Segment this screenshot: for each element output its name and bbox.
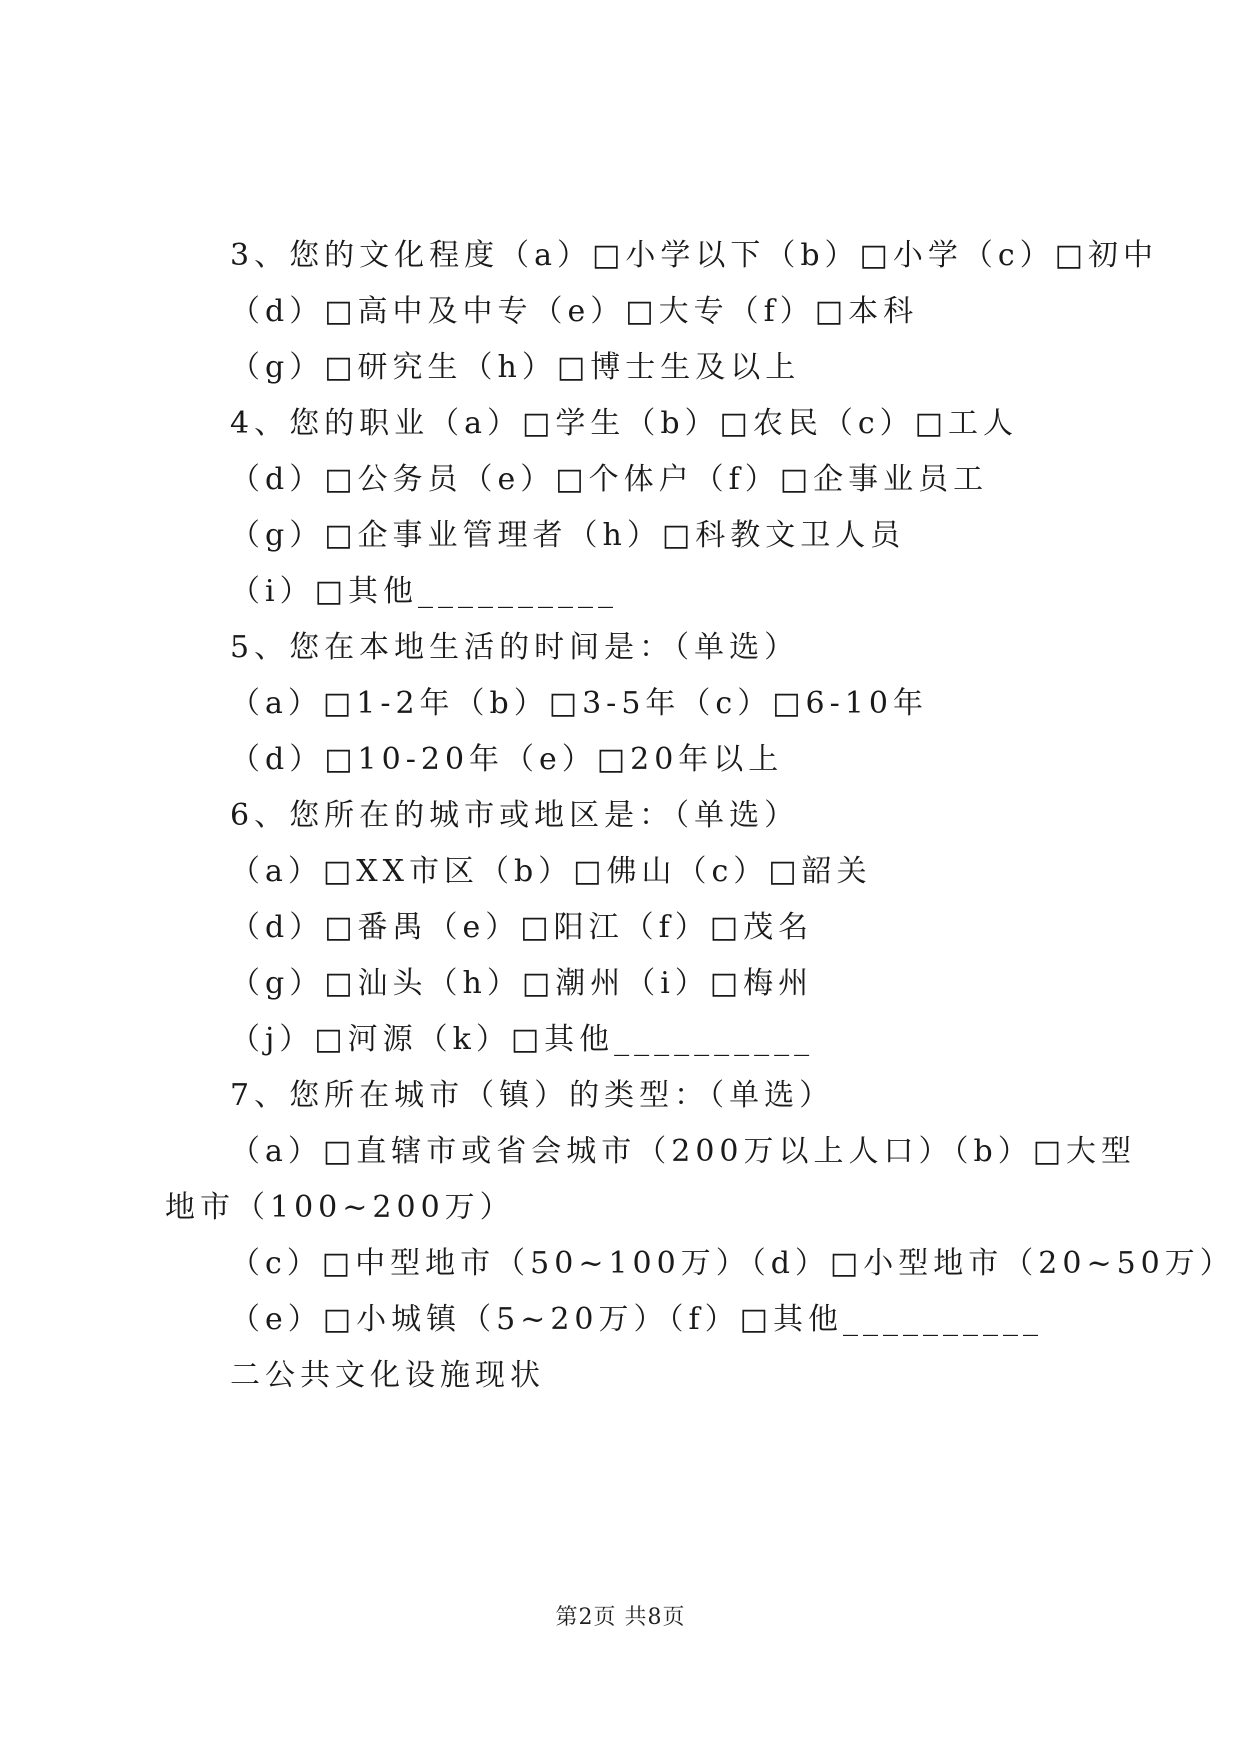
question-7-line-3: 地市（100~200万） [165, 1190, 515, 1225]
question-4-line-1: 4、您的职业（a）□学生（b）□农民（c）□工人 [230, 406, 1019, 441]
question-6-line-2: （a）□XX市区（b）□佛山（c）□韶关 [230, 854, 872, 889]
question-4-line-4: （i）□其他__________ [230, 574, 618, 609]
question-7-line-2: （a）□直辖市或省会城市（200万以上人口）（b）□大型 [230, 1134, 1137, 1169]
question-5-line-1: 5、您在本地生活的时间是：（单选） [230, 630, 800, 665]
question-4-line-2: （d）□公务员（e）□个体户（f）□企事业员工 [230, 462, 989, 497]
question-3-line-3: （g）□研究生（h）□博士生及以上 [230, 350, 801, 385]
question-5-line-3: （d）□10-20年（e）□20年以上 [230, 742, 784, 777]
question-7-line-5: （e）□小城镇（5~20万）（f）□其他__________ [230, 1302, 1043, 1337]
question-6-line-1: 6、您所在的城市或地区是：（单选） [230, 798, 800, 833]
question-3-line-2: （d）□高中及中专（e）□大专（f）□本科 [230, 294, 919, 329]
section-heading: 二公共文化设施现状 [230, 1358, 545, 1393]
question-7-line-4: （c）□中型地市（50~100万）（d）□小型地市（20~50万） [230, 1246, 1235, 1281]
question-5-line-2: （a）□1-2年（b）□3-5年（c）□6-10年 [230, 686, 928, 721]
question-3-line-1: 3、您的文化程度（a）□小学以下（b）□小学（c）□初中 [230, 238, 1159, 273]
question-7-line-1: 7、您所在城市（镇）的类型：（单选） [230, 1078, 835, 1113]
page-number-footer: 第2页 共8页 [555, 1605, 686, 1630]
question-4-line-3: （g）□企事业管理者（h）□科教文卫人员 [230, 518, 906, 553]
question-6-line-5: （j）□河源（k）□其他__________ [230, 1022, 815, 1057]
question-6-line-4: （g）□汕头（h）□潮州（i）□梅州 [230, 966, 814, 1001]
question-6-line-3: （d）□番禺（e）□阳江（f）□茂名 [230, 910, 814, 945]
